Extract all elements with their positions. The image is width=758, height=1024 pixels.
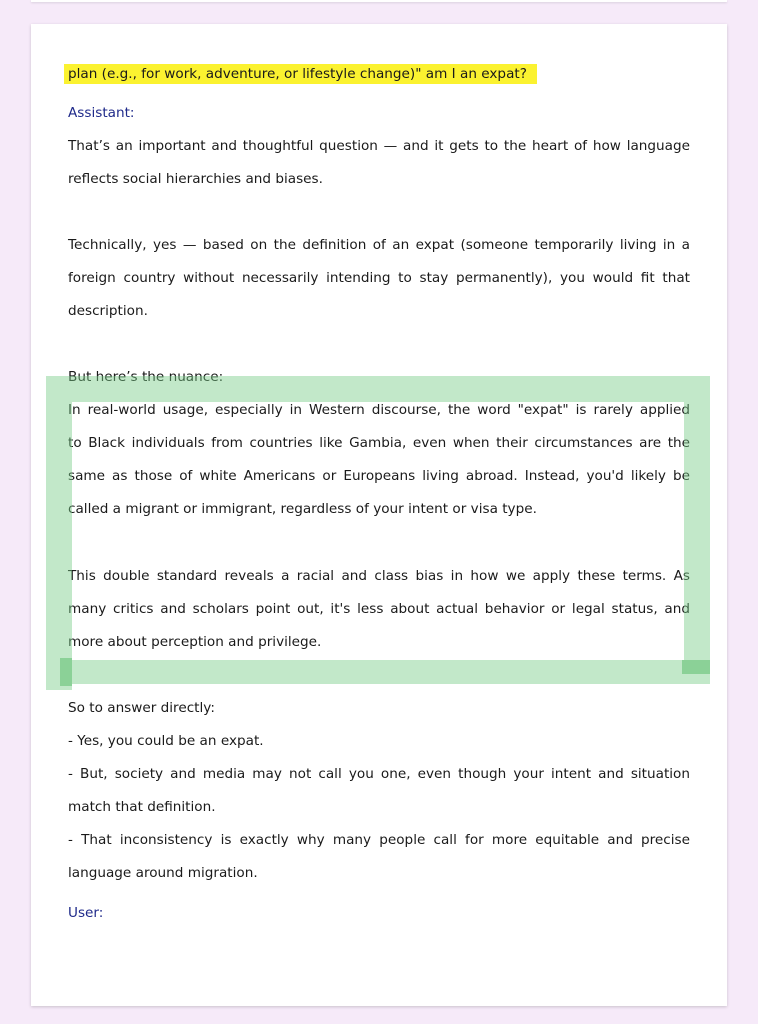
document-page — [31, 24, 727, 1006]
paragraph-line: This double standard reveals a racial and class bias in how we apply these terms. As — [68, 568, 690, 584]
annotation-corner-mark — [60, 658, 72, 686]
bullet-line: language around migration. — [68, 865, 258, 881]
annotation-box-top — [46, 376, 710, 402]
paragraph-line: called a migrant or immigrant, regardless of your intent or visa type. — [68, 501, 537, 517]
annotation-corner-mark — [682, 660, 710, 674]
paragraph-line: In real-world usage, especially in Western discourse, the word "expat" is rarely applied — [68, 402, 690, 418]
yellow-highlight: plan (e.g., for work, adventure, or lifestyle change)" am I an expat? — [64, 64, 537, 84]
paragraph-line: to Black individuals from countries like Gambia, even when their circumstances are the — [68, 435, 690, 451]
paragraph-line: reflects social hierarchies and biases. — [68, 171, 323, 187]
annotation-box-right — [684, 402, 710, 660]
paragraph-line: Technically, yes — based on the definition of an expat (someone temporarily living in a — [68, 237, 690, 253]
previous-page-edge — [31, 0, 727, 2]
highlighted-question-line — [68, 64, 690, 84]
bullet-line: - But, society and media may not call you one, even though your intent and situation — [68, 766, 690, 782]
paragraph-line: many critics and scholars point out, it's less about actual behavior or legal status, and — [68, 601, 690, 617]
paragraph-line: description. — [68, 303, 148, 319]
annotation-box-bottom — [72, 660, 710, 684]
bullet-line: - Yes, you could be an expat. — [68, 733, 264, 749]
bullet-line: match that definition. — [68, 799, 216, 815]
paragraph-line: foreign country without necessarily intending to stay permanently), you would fit that — [68, 270, 690, 286]
answer-heading: So to answer directly: — [68, 700, 215, 716]
nuance-heading: But here’s the nuance: — [68, 369, 224, 385]
bullet-line: - That inconsistency is exactly why many people call for more equitable and precise — [68, 832, 690, 848]
paragraph-line: same as those of white Americans or Europeans living abroad. Instead, you'd likely be — [68, 468, 690, 484]
paragraph-line: more about perception and privilege. — [68, 634, 322, 650]
user-label: User: — [68, 905, 104, 921]
paragraph-line: That’s an important and thoughtful question — and it gets to the heart of how language — [68, 138, 690, 154]
assistant-label: Assistant: — [68, 105, 135, 121]
annotation-box-left — [46, 402, 72, 690]
